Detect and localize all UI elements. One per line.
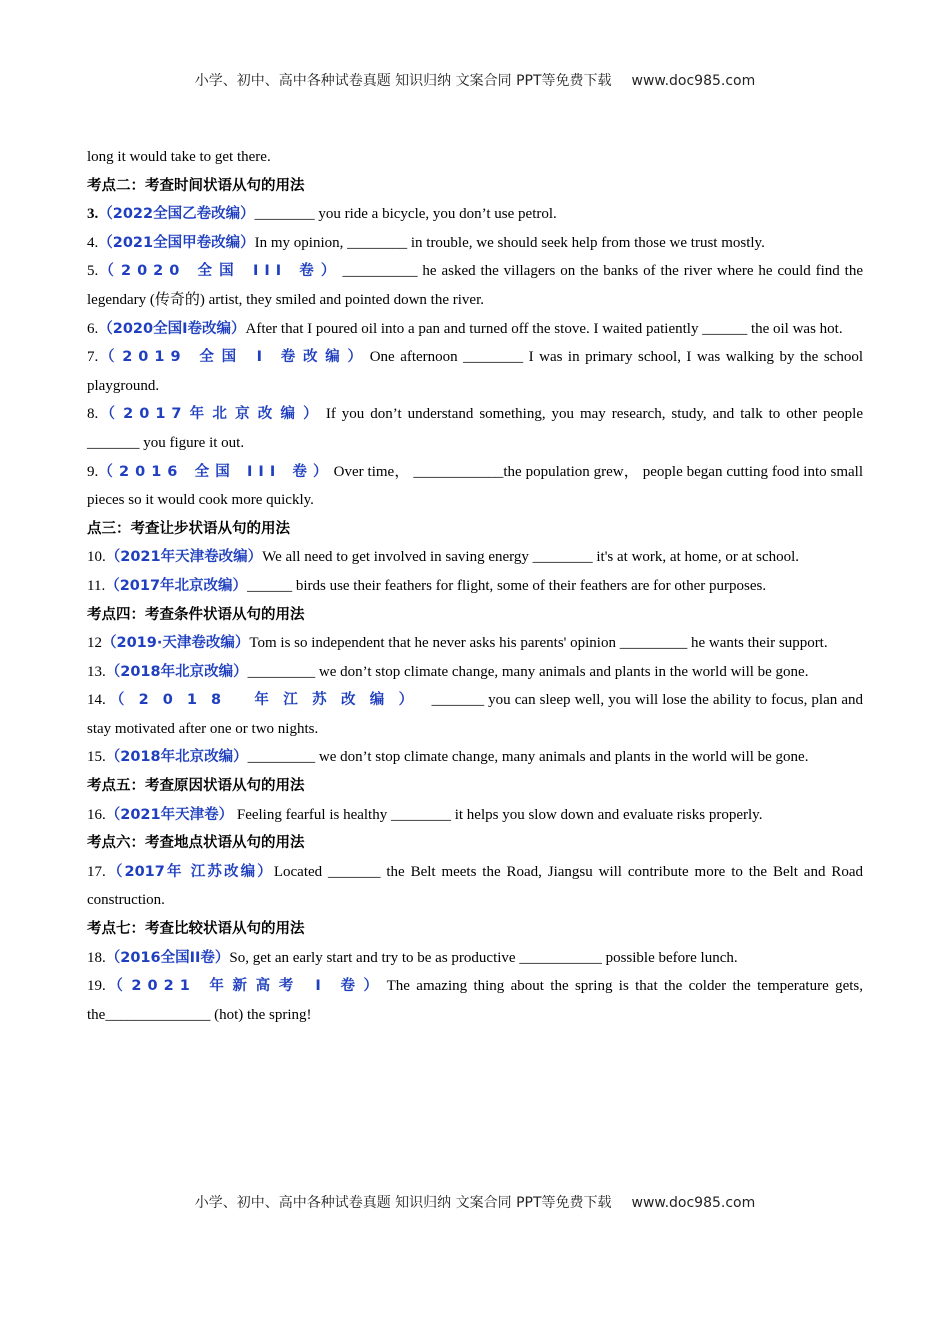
header-site-link[interactable]: www.doc985.com bbox=[631, 73, 756, 89]
section-heading-6: 考点六：考查地点状语从句的用法 bbox=[87, 835, 305, 852]
question-8: 8.（2017年北京改编）If you don’t understand something, you may research, study, and talk to other people _______ you figure it out. bbox=[87, 406, 864, 451]
intro-line: long it would take to get there. bbox=[87, 149, 271, 165]
question-6: 6.（2020全国I卷改编）After that I poured oil into a pan and turned off the stove. I waited patiently ______ the oil was hot. bbox=[87, 320, 843, 337]
document-body bbox=[87, 143, 863, 1029]
question-13: 13.（2018年北京改编）_________ we don’t stop climate change, many animals and plants in the world will be gone. bbox=[87, 663, 809, 680]
question-7: 7.（2019 全国 I 卷改编）One afternoon ________ I was in primary school, I was walking by the school playground. bbox=[87, 349, 863, 394]
question-11: 11.（2017年北京改编）______ birds use their feathers for flight, some of their feathers are for other purposes. bbox=[87, 577, 767, 594]
section-heading-3: 点三：考查让步状语从句的用法 bbox=[87, 520, 290, 537]
section-heading-4: 考点四：考查条件状语从句的用法 bbox=[87, 606, 305, 623]
question-5: 5.（2020 全国 III 卷）__________ he asked the villagers on the banks of the river where he could find the legendary (传奇的) artist, they smiled and pointed down the river. bbox=[87, 263, 863, 308]
page-header bbox=[0, 70, 950, 90]
question-18: 18.（2016全国II卷）So, get an early start and try to be as productive ___________ possible before lunch. bbox=[87, 949, 738, 966]
section-heading-7: 考点七：考查比较状语从句的用法 bbox=[87, 921, 305, 938]
question-17: 17.（2017年 江苏改编）Located _______ the Belt meets the Road, Jiangsu will contribute more to the Belt and Road construction. bbox=[87, 863, 863, 909]
question-19: 19.（2021 年新高考 I 卷）The amazing thing about the spring is that the colder the temperature gets, the______________ (hot) the spring! bbox=[87, 978, 863, 1023]
header-text: 小学、初中、高中各种试卷真题 知识归纳 文案合同 PPT等免费下载 bbox=[194, 73, 612, 89]
section-heading-5: 考点五：考查原因状语从句的用法 bbox=[87, 778, 305, 795]
question-15: 15.（2018年北京改编）_________ we don’t stop climate change, many animals and plants in the world will be gone. bbox=[87, 749, 809, 766]
footer-site-link[interactable]: www.doc985.com bbox=[631, 1195, 756, 1211]
footer-text: 小学、初中、高中各种试卷真题 知识归纳 文案合同 PPT等免费下载 bbox=[194, 1195, 612, 1211]
question-12: 12（2019·天津卷改编）Tom is so independent that he never asks his parents' opinion _________ he wants their support. bbox=[87, 635, 828, 652]
question-4: 4.（2021全国甲卷改编）In my opinion, ________ in trouble, we should seek help from those we trust mostly. bbox=[87, 234, 765, 251]
question-3: 3.（2022全国乙卷改编）________ you ride a bicycle, you don’t use petrol. bbox=[87, 206, 557, 223]
question-14: 14. （2018 年江苏改编） _______ you can sleep well, you will lose the ability to focus, plan and stay motivated after one or two nights. bbox=[87, 692, 864, 737]
page-footer bbox=[0, 1192, 950, 1212]
question-10: 10.（2021年天津卷改编）We all need to get involved in saving energy ________ it's at work, at home, or at school. bbox=[87, 549, 800, 566]
question-16: 16.（2021年天津卷） Feeling fearful is healthy ________ it helps you slow down and evaluate risks properly. bbox=[87, 806, 763, 823]
section-heading-2: 考点二：考查时间状语从句的用法 bbox=[87, 177, 305, 194]
question-9: 9.（2016 全国 III 卷）Over time， ____________the population grew， people began cutting food into small pieces so it would cook more quickly. bbox=[87, 463, 863, 509]
